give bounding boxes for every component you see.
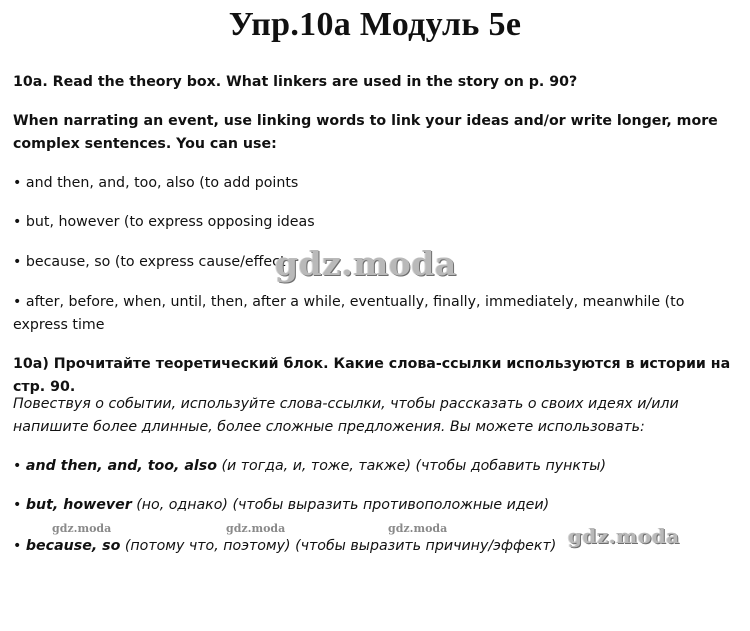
watermark-logo: gdz.moda xyxy=(275,244,457,283)
english-list-item: • after, before, when, until, then, after a while, eventually, finally, immediately, meanwhile (to express time xyxy=(13,294,685,333)
linker-keywords: because, so xyxy=(25,538,121,554)
russian-list-item xyxy=(13,494,738,517)
linker-keywords: and then, and, too, also xyxy=(25,458,217,474)
page-title: Упр.10а Модуль 5е xyxy=(228,6,522,43)
english-list-item: • and then, and, too, also (to add points xyxy=(13,175,299,191)
english-task-heading: 10a. Read the theory box. What linkers are used in the story on p. 90? xyxy=(13,74,578,90)
linker-keywords: but, however xyxy=(25,497,132,513)
list-bullet: • xyxy=(13,538,26,554)
russian-task-heading: 10а) Прочитайте теоретический блок. Какие слова-ссылки используются в истории на стр. 90. xyxy=(13,356,731,395)
linker-translation: (и тогда, и, тоже, также) (чтобы добавить пункты) xyxy=(217,458,606,474)
linker-translation: (но, однако) (чтобы выразить противоположные идеи) xyxy=(131,497,550,513)
english-intro: When narrating an event, use linking words to link your ideas and/or write longer, more complex sentences. You can use: xyxy=(13,113,718,152)
linker-translation: (потому что, поэтому) (чтобы выразить причину/эффект) xyxy=(120,538,557,554)
russian-intro: Повествуя о событии, используйте слова-ссылки, чтобы рассказать о своих идеях и/или напишите более длинные, более сложные предложения. Вы можете использовать: xyxy=(13,396,679,435)
english-list-item: • but, however (to express opposing ideas xyxy=(13,214,315,230)
english-list-item: • because, so (to express cause/effect xyxy=(13,254,286,270)
russian-list-item xyxy=(13,455,738,478)
watermark-small: gdz.moda xyxy=(52,522,112,535)
list-bullet: • xyxy=(13,458,26,474)
list-bullet: • xyxy=(13,497,26,513)
watermark-small: gdz.moda xyxy=(388,522,448,535)
watermark-small: gdz.moda xyxy=(226,522,286,535)
watermark-logo: gdz.moda xyxy=(568,524,680,548)
